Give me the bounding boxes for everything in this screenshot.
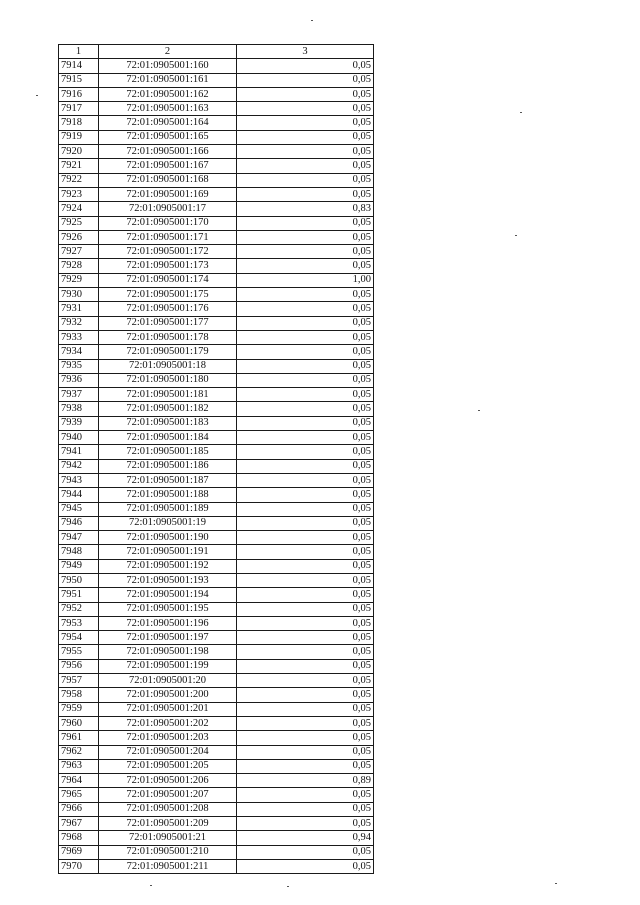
row-number: 7922 xyxy=(59,173,99,187)
row-number: 7952 xyxy=(59,602,99,616)
scan-speck xyxy=(150,885,152,886)
row-value: 0,05 xyxy=(237,359,374,373)
cadastral-number: 72:01:0905001:188 xyxy=(99,488,237,502)
table-row xyxy=(59,459,374,473)
cadastral-number: 72:01:0905001:170 xyxy=(99,216,237,230)
table-row xyxy=(59,173,374,187)
row-number: 7962 xyxy=(59,745,99,759)
cadastral-number: 72:01:0905001:209 xyxy=(99,817,237,831)
row-number: 7939 xyxy=(59,416,99,430)
row-value: 0,05 xyxy=(237,316,374,330)
table-row xyxy=(59,531,374,545)
cadastral-number: 72:01:0905001:178 xyxy=(99,330,237,344)
table-row xyxy=(59,159,374,173)
table-row xyxy=(59,516,374,530)
table-row xyxy=(59,359,374,373)
table-row xyxy=(59,388,374,402)
table-row xyxy=(59,302,374,316)
row-value: 0,05 xyxy=(237,388,374,402)
row-value: 0,05 xyxy=(237,431,374,445)
row-number: 7945 xyxy=(59,502,99,516)
cadastral-number: 72:01:0905001:163 xyxy=(99,102,237,116)
row-value: 0,05 xyxy=(237,788,374,802)
cadastral-number: 72:01:0905001:164 xyxy=(99,116,237,130)
table-row xyxy=(59,402,374,416)
row-value: 0,05 xyxy=(237,817,374,831)
row-value: 0,05 xyxy=(237,859,374,873)
row-number: 7927 xyxy=(59,245,99,259)
table-row xyxy=(59,802,374,816)
row-number: 7957 xyxy=(59,674,99,688)
cadastral-number: 72:01:0905001:190 xyxy=(99,531,237,545)
row-number: 7953 xyxy=(59,616,99,630)
row-value: 0,05 xyxy=(237,259,374,273)
cadastral-number: 72:01:0905001:181 xyxy=(99,388,237,402)
table-row xyxy=(59,230,374,244)
row-value: 1,00 xyxy=(237,273,374,287)
row-number: 7930 xyxy=(59,288,99,302)
cadastral-number: 72:01:0905001:200 xyxy=(99,688,237,702)
row-value: 0,05 xyxy=(237,759,374,773)
row-number: 7924 xyxy=(59,202,99,216)
row-value: 0,05 xyxy=(237,745,374,759)
row-number: 7949 xyxy=(59,559,99,573)
row-value: 0,05 xyxy=(237,559,374,573)
cadastral-number: 72:01:0905001:172 xyxy=(99,245,237,259)
cadastral-number: 72:01:0905001:175 xyxy=(99,288,237,302)
row-number: 7963 xyxy=(59,759,99,773)
scan-speck xyxy=(520,112,522,113)
scan-speck xyxy=(287,886,289,887)
row-value: 0,05 xyxy=(237,302,374,316)
row-number: 7932 xyxy=(59,316,99,330)
table-body xyxy=(59,59,374,874)
row-value: 0,05 xyxy=(237,531,374,545)
table-row xyxy=(59,473,374,487)
cadastral-number: 72:01:0905001:208 xyxy=(99,802,237,816)
row-value: 0,05 xyxy=(237,602,374,616)
table-row xyxy=(59,659,374,673)
table-row xyxy=(59,488,374,502)
table-row xyxy=(59,602,374,616)
row-value: 0,05 xyxy=(237,59,374,73)
table-row xyxy=(59,745,374,759)
row-number: 7964 xyxy=(59,774,99,788)
row-value: 0,94 xyxy=(237,831,374,845)
row-number: 7967 xyxy=(59,817,99,831)
row-value: 0,05 xyxy=(237,73,374,87)
cadastral-number: 72:01:0905001:165 xyxy=(99,130,237,144)
cadastral-number: 72:01:0905001:194 xyxy=(99,588,237,602)
table-row xyxy=(59,688,374,702)
row-value: 0,05 xyxy=(237,416,374,430)
row-number: 7969 xyxy=(59,845,99,859)
row-value: 0,05 xyxy=(237,702,374,716)
row-number: 7941 xyxy=(59,445,99,459)
row-number: 7919 xyxy=(59,130,99,144)
table-row xyxy=(59,788,374,802)
row-number: 7966 xyxy=(59,802,99,816)
header-row xyxy=(59,45,374,59)
table-row xyxy=(59,416,374,430)
row-value: 0,05 xyxy=(237,516,374,530)
cadastral-number: 72:01:0905001:197 xyxy=(99,631,237,645)
row-number: 7928 xyxy=(59,259,99,273)
row-value: 0,05 xyxy=(237,245,374,259)
cadastral-number: 72:01:0905001:162 xyxy=(99,87,237,101)
scan-speck xyxy=(36,95,38,96)
row-number: 7968 xyxy=(59,831,99,845)
table-row xyxy=(59,759,374,773)
table-row xyxy=(59,145,374,159)
cadastral-number: 72:01:0905001:177 xyxy=(99,316,237,330)
cadastral-number: 72:01:0905001:168 xyxy=(99,173,237,187)
row-number: 7965 xyxy=(59,788,99,802)
table-row xyxy=(59,102,374,116)
row-number: 7915 xyxy=(59,73,99,87)
table-row xyxy=(59,616,374,630)
table-row xyxy=(59,59,374,73)
row-value: 0,05 xyxy=(237,488,374,502)
table-row xyxy=(59,559,374,573)
row-value: 0,05 xyxy=(237,473,374,487)
table-row xyxy=(59,831,374,845)
cadastral-number: 72:01:0905001:204 xyxy=(99,745,237,759)
cadastral-number: 72:01:0905001:195 xyxy=(99,602,237,616)
table-row xyxy=(59,273,374,287)
row-value: 0,05 xyxy=(237,87,374,101)
cadastral-number: 72:01:0905001:169 xyxy=(99,187,237,201)
row-number: 7920 xyxy=(59,145,99,159)
row-value: 0,05 xyxy=(237,216,374,230)
table-row xyxy=(59,859,374,873)
cadastral-number: 72:01:0905001:180 xyxy=(99,373,237,387)
table-row xyxy=(59,588,374,602)
row-number: 7958 xyxy=(59,688,99,702)
cadastral-number: 72:01:0905001:182 xyxy=(99,402,237,416)
row-value: 0,05 xyxy=(237,688,374,702)
row-value: 0,05 xyxy=(237,130,374,144)
row-value: 0,05 xyxy=(237,116,374,130)
row-value: 0,05 xyxy=(237,674,374,688)
row-value: 0,05 xyxy=(237,373,374,387)
row-value: 0,05 xyxy=(237,588,374,602)
table-row xyxy=(59,187,374,201)
table-row xyxy=(59,130,374,144)
table-row xyxy=(59,674,374,688)
table-row xyxy=(59,573,374,587)
table-row xyxy=(59,545,374,559)
table-row xyxy=(59,288,374,302)
scan-speck xyxy=(555,883,557,884)
row-value: 0,05 xyxy=(237,230,374,244)
row-value: 0,05 xyxy=(237,716,374,730)
row-number: 7925 xyxy=(59,216,99,230)
cadastral-number: 72:01:0905001:193 xyxy=(99,573,237,587)
row-number: 7960 xyxy=(59,716,99,730)
row-value: 0,05 xyxy=(237,802,374,816)
row-number: 7914 xyxy=(59,59,99,73)
row-value: 0,05 xyxy=(237,173,374,187)
row-number: 7950 xyxy=(59,573,99,587)
scan-speck xyxy=(515,235,517,236)
table-row xyxy=(59,330,374,344)
cadastral-number: 72:01:0905001:189 xyxy=(99,502,237,516)
cadastral-number: 72:01:0905001:179 xyxy=(99,345,237,359)
cadastral-number: 72:01:0905001:176 xyxy=(99,302,237,316)
table-row xyxy=(59,216,374,230)
row-value: 0,05 xyxy=(237,345,374,359)
cadastral-number: 72:01:0905001:185 xyxy=(99,445,237,459)
table-row xyxy=(59,702,374,716)
row-number: 7943 xyxy=(59,473,99,487)
table-row xyxy=(59,731,374,745)
row-number: 7917 xyxy=(59,102,99,116)
cadastral-number: 72:01:0905001:174 xyxy=(99,273,237,287)
row-number: 7923 xyxy=(59,187,99,201)
row-number: 7918 xyxy=(59,116,99,130)
cadastral-number: 72:01:0905001:199 xyxy=(99,659,237,673)
cadastral-number: 72:01:0905001:198 xyxy=(99,645,237,659)
table-row xyxy=(59,817,374,831)
cadastral-number: 72:01:0905001:210 xyxy=(99,845,237,859)
table-row xyxy=(59,373,374,387)
row-number: 7926 xyxy=(59,230,99,244)
cadastral-number: 72:01:0905001:171 xyxy=(99,230,237,244)
row-value: 0,05 xyxy=(237,616,374,630)
row-number: 7937 xyxy=(59,388,99,402)
row-value: 0,05 xyxy=(237,573,374,587)
scan-speck xyxy=(478,410,480,411)
table-header xyxy=(59,45,374,59)
row-number: 7944 xyxy=(59,488,99,502)
row-value: 0,05 xyxy=(237,159,374,173)
table-row xyxy=(59,316,374,330)
table-row xyxy=(59,116,374,130)
cadastral-number: 72:01:0905001:18 xyxy=(99,359,237,373)
cadastral-number: 72:01:0905001:206 xyxy=(99,774,237,788)
row-number: 7931 xyxy=(59,302,99,316)
row-value: 0,05 xyxy=(237,330,374,344)
row-number: 7935 xyxy=(59,359,99,373)
cadastral-number: 72:01:0905001:173 xyxy=(99,259,237,273)
row-number: 7955 xyxy=(59,645,99,659)
row-value: 0,05 xyxy=(237,402,374,416)
row-value: 0,05 xyxy=(237,145,374,159)
row-number: 7970 xyxy=(59,859,99,873)
row-value: 0,05 xyxy=(237,502,374,516)
cadastral-number: 72:01:0905001:20 xyxy=(99,674,237,688)
table-row xyxy=(59,259,374,273)
table-row xyxy=(59,87,374,101)
column-header-1: 1 xyxy=(59,45,99,59)
row-number: 7936 xyxy=(59,373,99,387)
row-value: 0,05 xyxy=(237,731,374,745)
cadastral-number: 72:01:0905001:186 xyxy=(99,459,237,473)
cadastral-number: 72:01:0905001:201 xyxy=(99,702,237,716)
row-value: 0,05 xyxy=(237,631,374,645)
row-value: 0,89 xyxy=(237,774,374,788)
table-row xyxy=(59,645,374,659)
row-number: 7938 xyxy=(59,402,99,416)
cadastral-table xyxy=(58,44,374,874)
row-number: 7956 xyxy=(59,659,99,673)
table-row xyxy=(59,73,374,87)
row-value: 0,05 xyxy=(237,288,374,302)
row-number: 7954 xyxy=(59,631,99,645)
table-row xyxy=(59,245,374,259)
cadastral-number: 72:01:0905001:207 xyxy=(99,788,237,802)
column-header-2: 2 xyxy=(99,45,237,59)
cadastral-number: 72:01:0905001:166 xyxy=(99,145,237,159)
row-value: 0,05 xyxy=(237,459,374,473)
cadastral-number: 72:01:0905001:203 xyxy=(99,731,237,745)
table-row xyxy=(59,345,374,359)
table-row xyxy=(59,845,374,859)
cadastral-number: 72:01:0905001:202 xyxy=(99,716,237,730)
row-number: 7948 xyxy=(59,545,99,559)
row-number: 7951 xyxy=(59,588,99,602)
table-row xyxy=(59,445,374,459)
row-number: 7959 xyxy=(59,702,99,716)
cadastral-number: 72:01:0905001:167 xyxy=(99,159,237,173)
cadastral-number: 72:01:0905001:192 xyxy=(99,559,237,573)
column-header-3: 3 xyxy=(237,45,374,59)
table-row xyxy=(59,431,374,445)
row-number: 7929 xyxy=(59,273,99,287)
cadastral-number: 72:01:0905001:196 xyxy=(99,616,237,630)
row-value: 0,05 xyxy=(237,545,374,559)
table-row xyxy=(59,202,374,216)
cadastral-number: 72:01:0905001:211 xyxy=(99,859,237,873)
row-value: 0,83 xyxy=(237,202,374,216)
cadastral-number: 72:01:0905001:184 xyxy=(99,431,237,445)
row-value: 0,05 xyxy=(237,845,374,859)
row-number: 7933 xyxy=(59,330,99,344)
row-number: 7961 xyxy=(59,731,99,745)
table-row xyxy=(59,502,374,516)
row-number: 7916 xyxy=(59,87,99,101)
row-value: 0,05 xyxy=(237,645,374,659)
cadastral-number: 72:01:0905001:160 xyxy=(99,59,237,73)
row-number: 7946 xyxy=(59,516,99,530)
table-row xyxy=(59,716,374,730)
row-value: 0,05 xyxy=(237,187,374,201)
cadastral-number: 72:01:0905001:187 xyxy=(99,473,237,487)
scan-speck xyxy=(311,20,313,21)
row-number: 7947 xyxy=(59,531,99,545)
cadastral-number: 72:01:0905001:183 xyxy=(99,416,237,430)
row-value: 0,05 xyxy=(237,659,374,673)
cadastral-number: 72:01:0905001:161 xyxy=(99,73,237,87)
row-number: 7942 xyxy=(59,459,99,473)
cadastral-number: 72:01:0905001:191 xyxy=(99,545,237,559)
cadastral-number: 72:01:0905001:205 xyxy=(99,759,237,773)
table-row xyxy=(59,631,374,645)
cadastral-number: 72:01:0905001:19 xyxy=(99,516,237,530)
cadastral-number: 72:01:0905001:21 xyxy=(99,831,237,845)
row-value: 0,05 xyxy=(237,102,374,116)
row-number: 7934 xyxy=(59,345,99,359)
row-number: 7921 xyxy=(59,159,99,173)
row-number: 7940 xyxy=(59,431,99,445)
cadastral-number: 72:01:0905001:17 xyxy=(99,202,237,216)
row-value: 0,05 xyxy=(237,445,374,459)
table-row xyxy=(59,774,374,788)
